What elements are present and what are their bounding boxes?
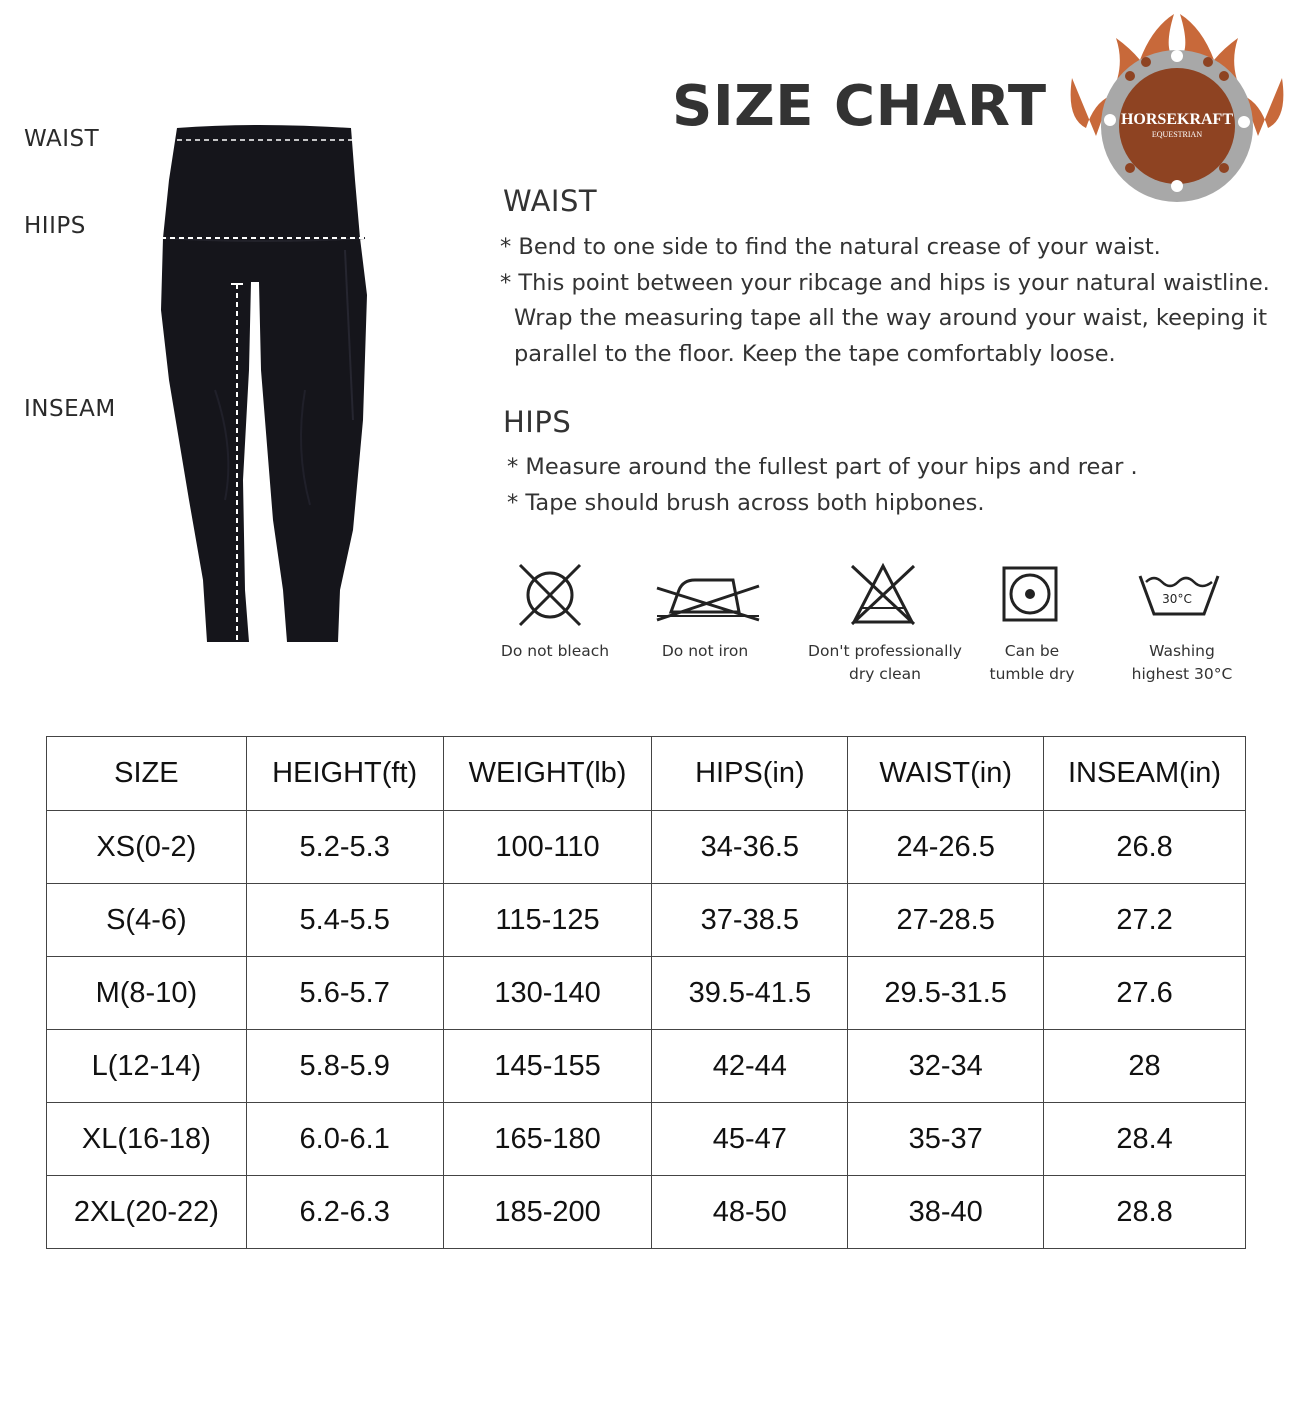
tumble-dry-icon <box>1002 566 1058 622</box>
cell-inseam: 27.6 <box>1044 957 1246 1030</box>
cell-hips: 45-47 <box>652 1103 848 1176</box>
table-row <box>47 1103 1246 1176</box>
cell-inseam: 26.8 <box>1044 811 1246 884</box>
header-hips: HIPS(in) <box>652 737 848 811</box>
cell-size: S(4-6) <box>47 884 247 957</box>
cell-weight: 100-110 <box>443 811 652 884</box>
cell-height: 5.8-5.9 <box>246 1030 443 1103</box>
waist-line-2: * This point between your ribcage and hips is your natural waistline. <box>500 269 1270 296</box>
hips-heading: HIPS <box>503 405 572 439</box>
do-not-iron-icon <box>655 568 761 624</box>
care-label-washing: Washing highest 30°C <box>1131 642 1233 683</box>
svg-text:HORSEKRAFT: HORSEKRAFT <box>1120 111 1234 128</box>
table-row <box>47 1030 1246 1103</box>
hips-line-2: * Tape should brush across both hipbones. <box>507 489 985 516</box>
wash-30-icon <box>1136 570 1222 618</box>
waist-instructions <box>500 230 1270 372</box>
cell-waist: 27-28.5 <box>848 884 1044 957</box>
cell-inseam: 27.2 <box>1044 884 1246 957</box>
cell-weight: 145-155 <box>443 1030 652 1103</box>
hips-instructions <box>507 450 1138 521</box>
care-label-do-not-iron: Do not iron <box>661 642 749 660</box>
cell-weight: 165-180 <box>443 1103 652 1176</box>
cell-weight: 185-200 <box>443 1176 652 1249</box>
cell-waist: 29.5-31.5 <box>848 957 1044 1030</box>
header-weight: WEIGHT(lb) <box>443 737 652 811</box>
leggings-image <box>155 120 375 650</box>
cell-waist: 35-37 <box>848 1103 1044 1176</box>
cell-size: L(12-14) <box>47 1030 247 1103</box>
do-not-bleach-icon <box>516 562 584 628</box>
cell-weight: 130-140 <box>443 957 652 1030</box>
cell-size: 2XL(20-22) <box>47 1176 247 1249</box>
inseam-label: INSEAM <box>24 396 116 422</box>
cell-size: XL(16-18) <box>47 1103 247 1176</box>
waist-label: WAIST <box>24 126 100 152</box>
care-label-tumble-dry: Can be tumble dry <box>989 642 1075 683</box>
cell-size: XS(0-2) <box>47 811 247 884</box>
header-height: HEIGHT(ft) <box>246 737 443 811</box>
waist-line-4: parallel to the floor. Keep the tape comfortably loose. <box>514 340 1116 367</box>
cell-waist: 38-40 <box>848 1176 1044 1249</box>
cell-hips: 42-44 <box>652 1030 848 1103</box>
cell-height: 5.4-5.5 <box>246 884 443 957</box>
header-inseam: INSEAM(in) <box>1044 737 1246 811</box>
cell-inseam: 28 <box>1044 1030 1246 1103</box>
size-table <box>46 736 1246 1249</box>
do-not-dry-clean-icon <box>848 562 918 628</box>
waist-line-1: * Bend to one side to find the natural crease of your waist. <box>500 234 1161 260</box>
table-row <box>47 884 1246 957</box>
cell-height: 6.0-6.1 <box>246 1103 443 1176</box>
cell-hips: 37-38.5 <box>652 884 848 957</box>
svg-text:EQUESTRIAN: EQUESTRIAN <box>1151 130 1203 139</box>
care-label-do-not-dry-clean: Don't professionally dry clean <box>808 642 962 683</box>
wash-temp-label: 30°C <box>1162 592 1192 606</box>
hips-line-1: * Measure around the fullest part of your hips and rear . <box>507 454 1138 480</box>
cell-height: 6.2-6.3 <box>246 1176 443 1249</box>
cell-inseam: 28.4 <box>1044 1103 1246 1176</box>
cell-inseam: 28.8 <box>1044 1176 1246 1249</box>
cell-height: 5.2-5.3 <box>246 811 443 884</box>
table-row <box>47 1176 1246 1249</box>
waist-line-3: Wrap the measuring tape all the way around your waist, keeping it <box>514 305 1268 331</box>
cell-waist: 24-26.5 <box>848 811 1044 884</box>
table-row <box>47 811 1246 884</box>
cell-hips: 48-50 <box>652 1176 848 1249</box>
table-header-row <box>47 737 1246 811</box>
brand-logo <box>1066 8 1288 204</box>
header-waist: WAIST(in) <box>848 737 1044 811</box>
care-label-do-not-bleach: Do not bleach <box>500 642 610 660</box>
cell-waist: 32-34 <box>848 1030 1044 1103</box>
cell-weight: 115-125 <box>443 884 652 957</box>
hips-label: HIIPS <box>24 213 86 239</box>
cell-hips: 39.5-41.5 <box>652 957 848 1030</box>
cell-height: 5.6-5.7 <box>246 957 443 1030</box>
header-size: SIZE <box>47 737 247 811</box>
cell-hips: 34-36.5 <box>652 811 848 884</box>
table-row <box>47 957 1246 1030</box>
page-title: SIZE CHART <box>672 74 1047 139</box>
cell-size: M(8-10) <box>47 957 247 1030</box>
waist-heading: WAIST <box>503 184 598 218</box>
